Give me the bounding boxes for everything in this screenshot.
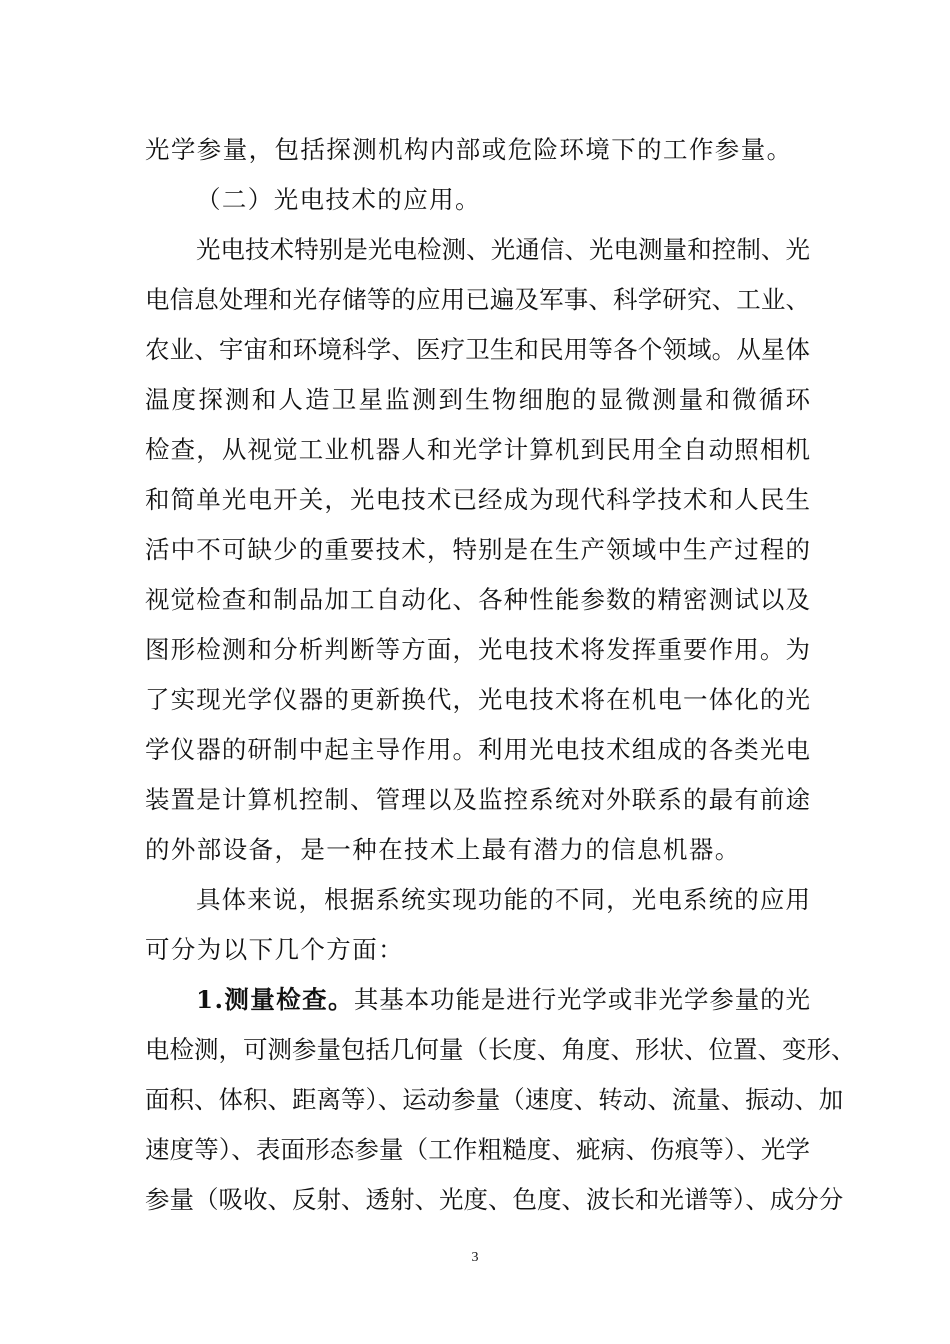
text-line: 速度等）、表面形态参量（工作粗糙度、疵病、伤痕等）、光学 bbox=[145, 1135, 810, 1164]
text-line: 农业、宇宙和环境科学、医疗卫生和民用等各个领域。从星体 bbox=[145, 335, 810, 364]
page-number: 3 bbox=[471, 1250, 479, 1265]
item-1-first-line bbox=[196, 985, 810, 1014]
text-line: 光学参量，包括探测机构内部或危险环境下的工作参量。 bbox=[145, 135, 793, 164]
text-line: 可分为以下几个方面： bbox=[145, 935, 404, 964]
text-line: 了实现光学仪器的更新换代，光电技术将在机电一体化的光 bbox=[145, 685, 810, 714]
text-line: 和简单光电开关，光电技术已经成为现代科学技术和人民生 bbox=[145, 485, 810, 514]
text-line: 电检测，可测参量包括几何量（长度、角度、形状、位置、变形、 bbox=[145, 1035, 856, 1064]
text-line: 装置是计算机控制、管理以及监控系统对外联系的最有前途 bbox=[145, 785, 810, 814]
text-line: 具体来说，根据系统实现功能的不同，光电系统的应用 bbox=[196, 885, 810, 914]
text-line: 活中不可缺少的重要技术，特别是在生产领域中生产过程的 bbox=[145, 535, 810, 564]
text-line: 学仪器的研制中起主导作用。利用光电技术组成的各类光电 bbox=[145, 735, 810, 764]
text-line: 图形检测和分析判断等方面，光电技术将发挥重要作用。为 bbox=[145, 635, 810, 664]
text-line: 温度探测和人造卫星监测到生物细胞的显微测量和微循环 bbox=[145, 385, 810, 414]
item-1-text: 其基本功能是进行光学或非光学参量的光 bbox=[353, 985, 810, 1014]
text-line: 视觉检查和制品加工自动化、各种性能参数的精密测试以及 bbox=[145, 585, 810, 614]
item-1-heading: 1.测量检查。 bbox=[196, 985, 354, 1014]
text-line: 的外部设备，是一种在技术上最有潜力的信息机器。 bbox=[145, 835, 741, 864]
text-line: 光电技术特别是光电检测、光通信、光电测量和控制、光 bbox=[196, 235, 810, 264]
text-line: 面积、体积、距离等）、运动参量（速度、转动、流量、振动、加 bbox=[145, 1085, 844, 1114]
section-heading: （二）光电技术的应用。 bbox=[196, 185, 481, 214]
text-line: 电信息处理和光存储等的应用已遍及军事、科学研究、工业、 bbox=[145, 285, 810, 314]
text-line: 检查，从视觉工业机器人和光学计算机到民用全自动照相机 bbox=[145, 435, 810, 464]
text-line: 参量（吸收、反射、透射、光度、色度、波长和光谱等）、成分分 bbox=[145, 1185, 844, 1214]
